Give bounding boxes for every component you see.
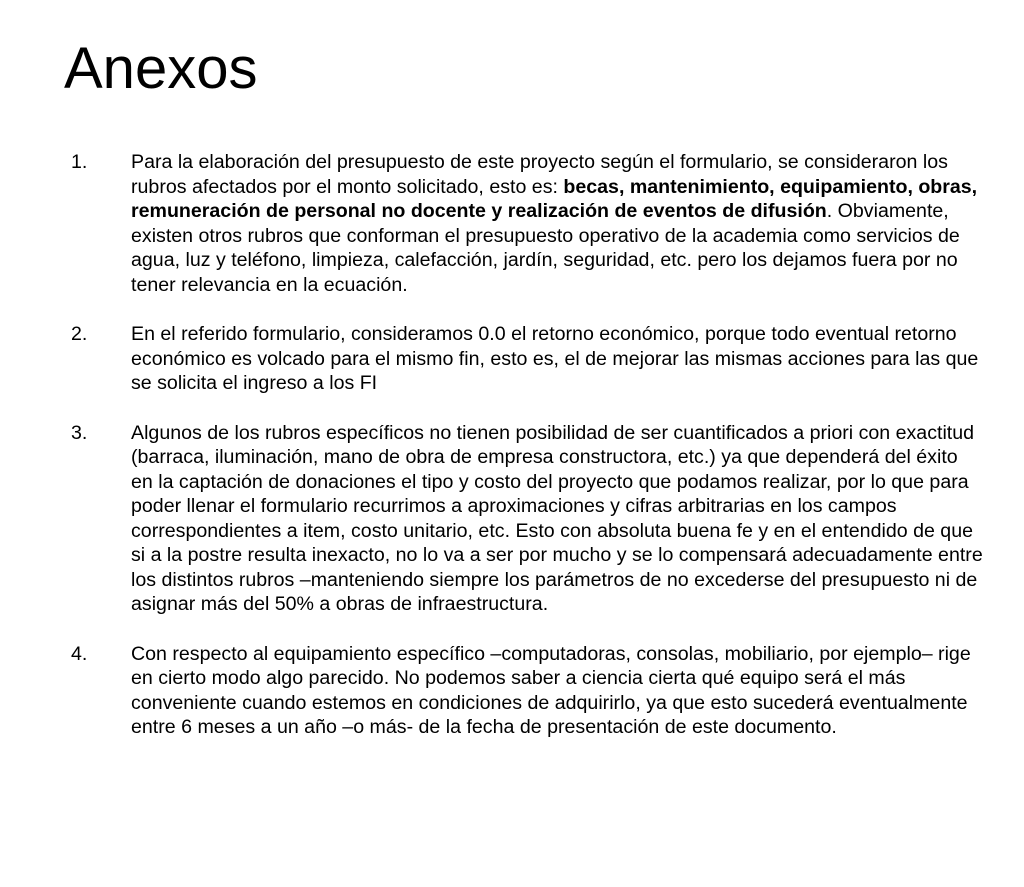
item-text: Con respecto al equipamiento específico –computadoras, consolas, mobiliario, por ejemplo– rige en cierto modo algo parecido. No podemos saber a ciencia cierta qué equipo será el más conveniente cuando estemos en condiciones de adquirirlo, ya que esto sucederá eventualmente entre 6 meses a un año –o más- de la fecha de presentación de este documento. [131, 642, 971, 738]
item-number: 3. [71, 421, 88, 444]
page-title: Anexos [64, 36, 258, 101]
item-text: Algunos de los rubros específicos no tienen posibilidad de ser cuantificados a priori con exactitud (barraca, iluminación, mano de obra de empresa constructora, etc.) ya que dependerá del éxito en la captación de donaciones el tipo y costo del proyecto que podamos realizar, por lo que para poder llenar el formulario recurrimos a aproximaciones y cifras arbitrarias en los campos correspondientes a item, costo unitario, etc. Esto con absoluta buena fe y en el entendido de que si a la postre resulta inexacto, no lo va a ser por mucho y se lo compensará adecuadamente entre los distintos rubros –manteniendo siempre los parámetros de no excederse del presupuesto ni de asignar más del 50% a obras de infraestructura. [131, 421, 983, 615]
annex-list [0, 150, 1024, 765]
item-text-bold: becas, mantenimiento, equipamiento, obras, remuneración de personal no docente y realización de eventos de difusión [131, 175, 978, 222]
item-text [131, 150, 984, 297]
list-item [0, 642, 1024, 740]
list-item [0, 150, 1024, 297]
list-item [0, 322, 1024, 396]
list-item [0, 421, 1024, 617]
item-number: 2. [71, 323, 88, 345]
item-number: 4. [71, 642, 88, 665]
item-text-part: Para la elaboración del presupuesto de este proyecto según el formulario, se consideraron los rubros afectados por el monto solicitado, esto es: [131, 151, 948, 198]
item-text: En el referido formulario, consideramos 0.0 el retorno económico, porque todo eventual retorno económico es volcado para el mismo fin, esto es, el de mejorar las mismas acciones para las que se solicita el ingreso a los FI [131, 323, 979, 394]
item-number: 1. [71, 151, 88, 173]
item-text-part: . Obviamente, existen otros rubros que conforman el presupuesto operativo de la academia como servicios de agua, luz y teléfono, limpieza, calefacción, jardín, seguridad, etc. pero los dejamos fuera por no tener relevancia en la ecuación. [131, 200, 960, 296]
